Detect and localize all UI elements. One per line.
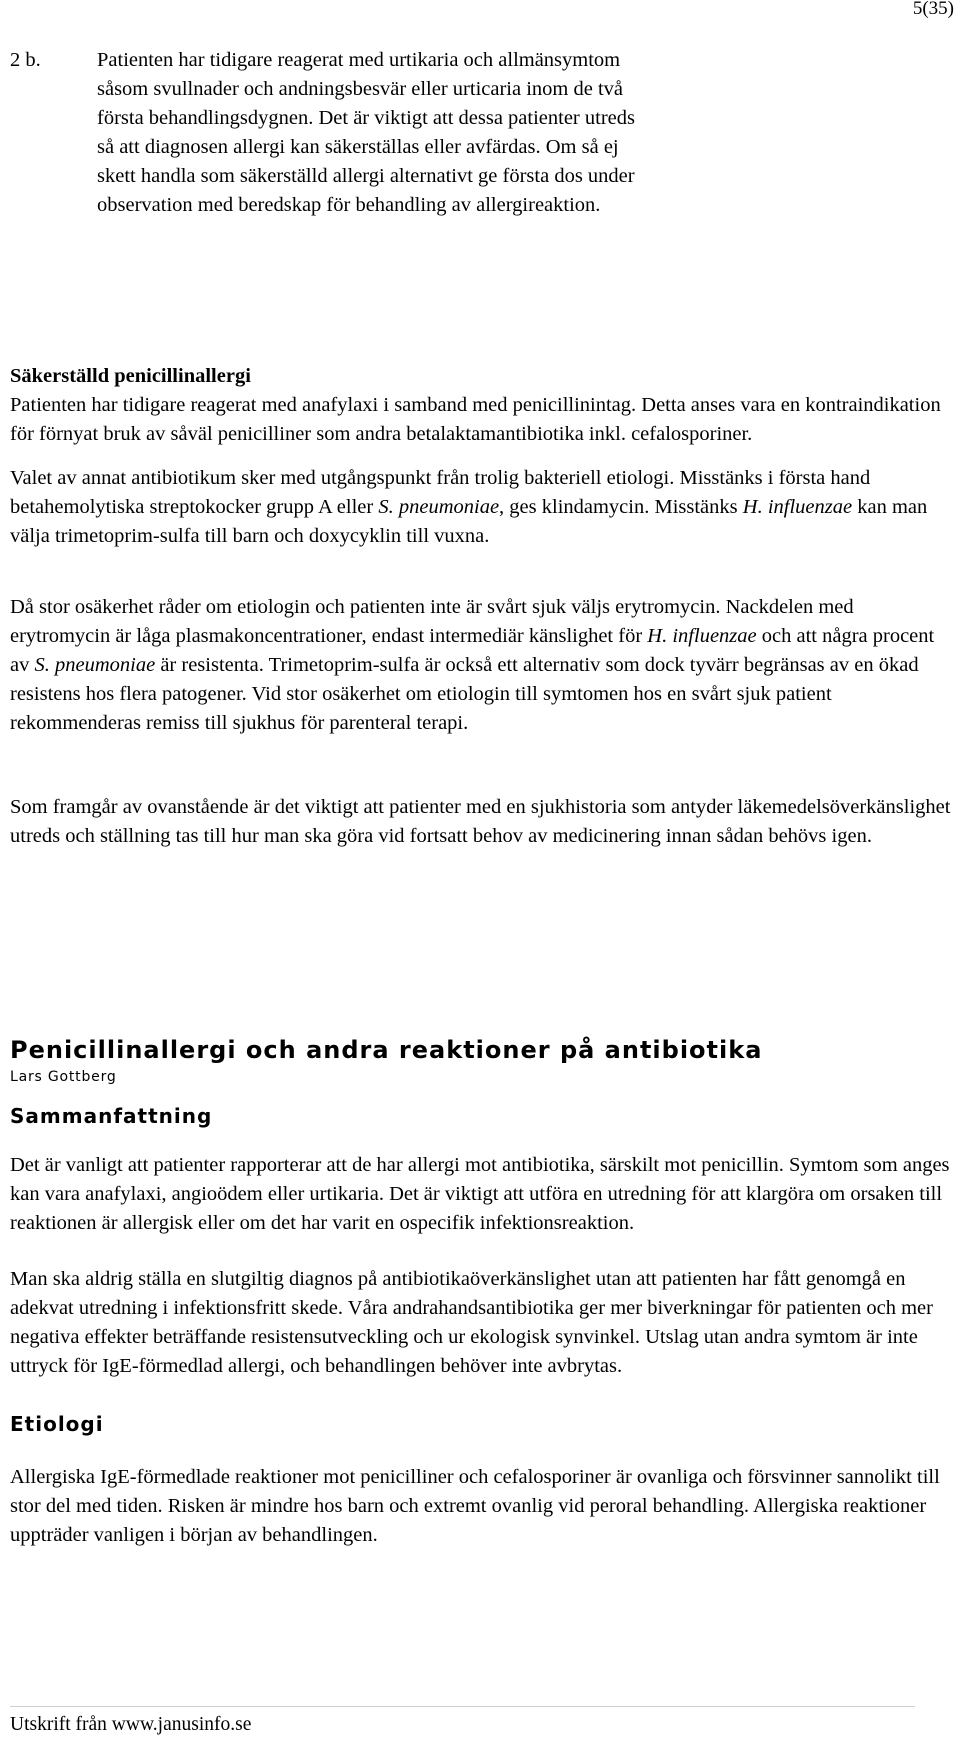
species-s-pneumoniae: S. pneumoniae [34,654,156,676]
confirmed-allergy-paragraph: Patienten har tidigare reagerat med anafylaxi i samband med penicillinintag. Detta anses vara en kontraindikation för förnyat bruk av såväl penicilliner som andra betalaktamantibiotika inkl. cefalosporiner. [10,394,941,445]
article-title: Penicillinallergi och andra reaktioner på antibiotika [10,1036,763,1064]
list-item-2b [10,46,635,220]
etiology-paragraph: Allergiska IgE-förmedlade reaktioner mot penicilliner och cefalosporiner är ovanliga och försvinner sannolikt till stor del med tiden. Risken är mindre hos barn och extremt ovanlig vid peroral behandling. Allergiska reaktioner uppträder vanligen i början av behandlingen. [10,1466,940,1546]
article-author: Lars Gottberg [10,1069,117,1085]
uncertainty-paragraph: Då stor osäkerhet råder om etiologin och patienten inte är svårt sjuk väljs erytromycin. Nackdelen med erytromycin är låga plasmakoncentrationer, endast intermediär känslighet för H. influenzae och att några procent av S. pneumoniae är resistenta. Trimetoprim-sulfa är också ett alternativ som dock tyvärr begränsas av en ökad resistens hos flera patogener. Vid stor osäkerhet om etiologin till symtomen hos en svårt sjuk patient rekommenderas remiss till sjukhus för parenteral terapi. [10,596,935,734]
page-number: 5(35) [912,0,954,19]
summary-paragraph-1: Det är vanligt att patienter rapporterar att de har allergi mot antibiotika, särskilt mot penicillin. Symtom som anges kan vara anafylaxi, angioödem eller urtikaria. Det är viktigt att utföra en utredning för att klargöra om orsaken till reaktionen är allergisk eller om det har varit en ospecifik infektionsreaktion. [10,1154,950,1234]
etiology-heading: Etiologi [10,1412,104,1436]
confirmed-allergy-heading: Säkerställd penicillinallergi [10,365,251,387]
species-s-pneumoniae: S. pneumoniae [378,496,500,518]
list-item-text: Patienten har tidigare reagerat med urtikaria och allmänsymtom såsom svullnader och andningsbesvär eller urticaria inom de två första behandlingsdygnen. Det är viktigt att dessa patienter utreds så att diagnosen allergi kan säkerställas eller avfärdas. Om så ej skett handla som säkerställd allergi alternativt ge första dos under observation med beredskap för behandling av allergireaktion. [97,49,635,216]
species-h-influenzae: H. influenzae [742,496,853,518]
list-item-number: 2 b. [10,49,41,71]
summary-paragraph-2: Man ska aldrig ställa en slutgiltig diagnos på antibiotikaöverkänslighet utan att patienten har fått genomgå en adekvat utredning i infektionsfritt skede. Våra andrahandsantibiotika ger mer biverkningar för patienten och mer negativa effekter beträffande resistensutveckling och ur ekologisk synvinkel. Utslag utan andra symtom är inte uttryck för IgE-förmedlad allergi, och behandlingen behöver inte avbrytas. [10,1268,933,1377]
footer-source: Utskrift från www.janusinfo.se [10,1714,252,1735]
footer-divider [10,1706,915,1707]
species-h-influenzae: H. influenzae [647,625,757,647]
conclusion-paragraph: Som framgår av ovanstående är det viktigt att patienter med en sjukhistoria som antyder läkemedelsöverkänslighet utreds och ställning tas till hur man ska göra vid fortsatt behov av medicinering innan sådan behövs igen. [10,796,951,847]
antibiotic-choice-paragraph: Valet av annat antibiotikum sker med utgångspunkt från trolig bakteriell etiologi. Misstänks i första hand betahemolytiska streptokocker grupp A eller S. pneumoniae, ges klindamycin. Misstänks H. influenzae kan man välja trimetoprim-sulfa till barn och doxycyklin till vuxna. [10,467,928,547]
summary-heading: Sammanfattning [10,1104,213,1128]
